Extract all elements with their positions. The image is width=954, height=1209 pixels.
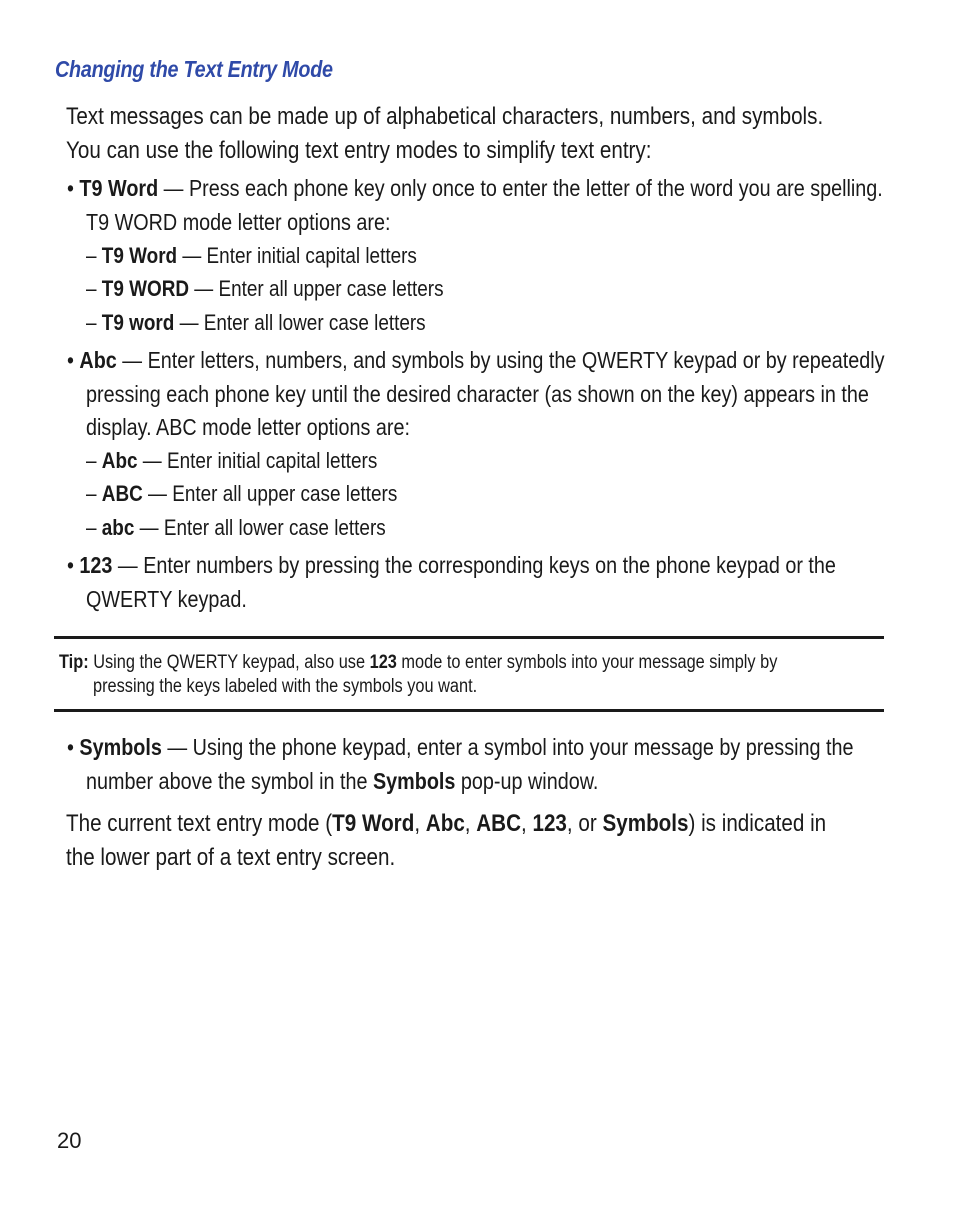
bullet-mark: •	[67, 552, 74, 578]
tip-line-1: Tip: Using the QWERTY keypad, also use 123 mode to enter symbols into your message simply by	[59, 652, 778, 673]
intro-line-2: You can use the following text entry modes to simplify text entry:	[66, 137, 652, 164]
bullet-abc-line-3: display. ABC mode letter options are:	[86, 414, 410, 440]
term-t9-word: T9 Word	[79, 175, 159, 201]
term-abc: Abc	[79, 347, 117, 373]
t9-option-lower: – T9 word — Enter all lower case letters	[86, 310, 426, 335]
abc-option-lower: – abc — Enter all lower case letters	[86, 515, 386, 540]
bullet-mark: •	[67, 347, 74, 373]
bullet-123	[67, 552, 954, 579]
bullet-mark: •	[67, 734, 74, 760]
page-number: 20	[57, 1128, 82, 1153]
term-symbols: Symbols	[79, 734, 162, 760]
bullet-mark: •	[67, 175, 74, 201]
bullet-t9-word-line-2: T9 WORD mode letter options are:	[86, 209, 391, 235]
bullet-abc-line-2: pressing each phone key until the desired character (as shown on the key) appears in the	[86, 381, 869, 407]
section-heading: Changing the Text Entry Mode	[55, 56, 333, 82]
t9-option-initial: – T9 Word — Enter initial capital letters	[86, 243, 417, 268]
abc-option-upper: – ABC — Enter all upper case letters	[86, 481, 398, 506]
tip-top-rule	[54, 636, 884, 639]
abc-option-initial: – Abc — Enter initial capital letters	[86, 448, 378, 473]
bullet-symbols-line-2: number above the symbol in the Symbols pop-up window.	[86, 768, 599, 794]
intro-line-1: Text messages can be made up of alphabetical characters, numbers, and symbols.	[66, 103, 824, 130]
t9-option-upper: – T9 WORD — Enter all upper case letters	[86, 276, 444, 301]
closing-line-2: the lower part of a text entry screen.	[66, 844, 396, 871]
tip-line-2: pressing the keys labeled with the symbols you want.	[93, 676, 478, 697]
bullet-text: — Enter numbers by pressing the corresponding keys on the phone keypad or the	[112, 552, 836, 578]
bullet-123-line-2: QWERTY keypad.	[86, 586, 247, 612]
bullet-t9-word	[67, 175, 954, 202]
bullet-text: — Enter letters, numbers, and symbols by using the QWERTY keypad or by repeatedly	[116, 347, 885, 373]
bullet-text: — Press each phone key only once to enter the letter of the word you are spelling.	[158, 175, 883, 201]
bullet-abc	[67, 347, 954, 374]
tip-bottom-rule	[54, 709, 884, 712]
closing-line-1: The current text entry mode (T9 Word, Abc, ABC, 123, or Symbols) is indicated in	[66, 810, 827, 837]
bullet-text: — Using the phone keypad, enter a symbol into your message by pressing the	[161, 734, 854, 760]
term-123: 123	[79, 552, 113, 578]
tip-label: Tip:	[59, 652, 89, 673]
bullet-symbols	[67, 734, 954, 761]
